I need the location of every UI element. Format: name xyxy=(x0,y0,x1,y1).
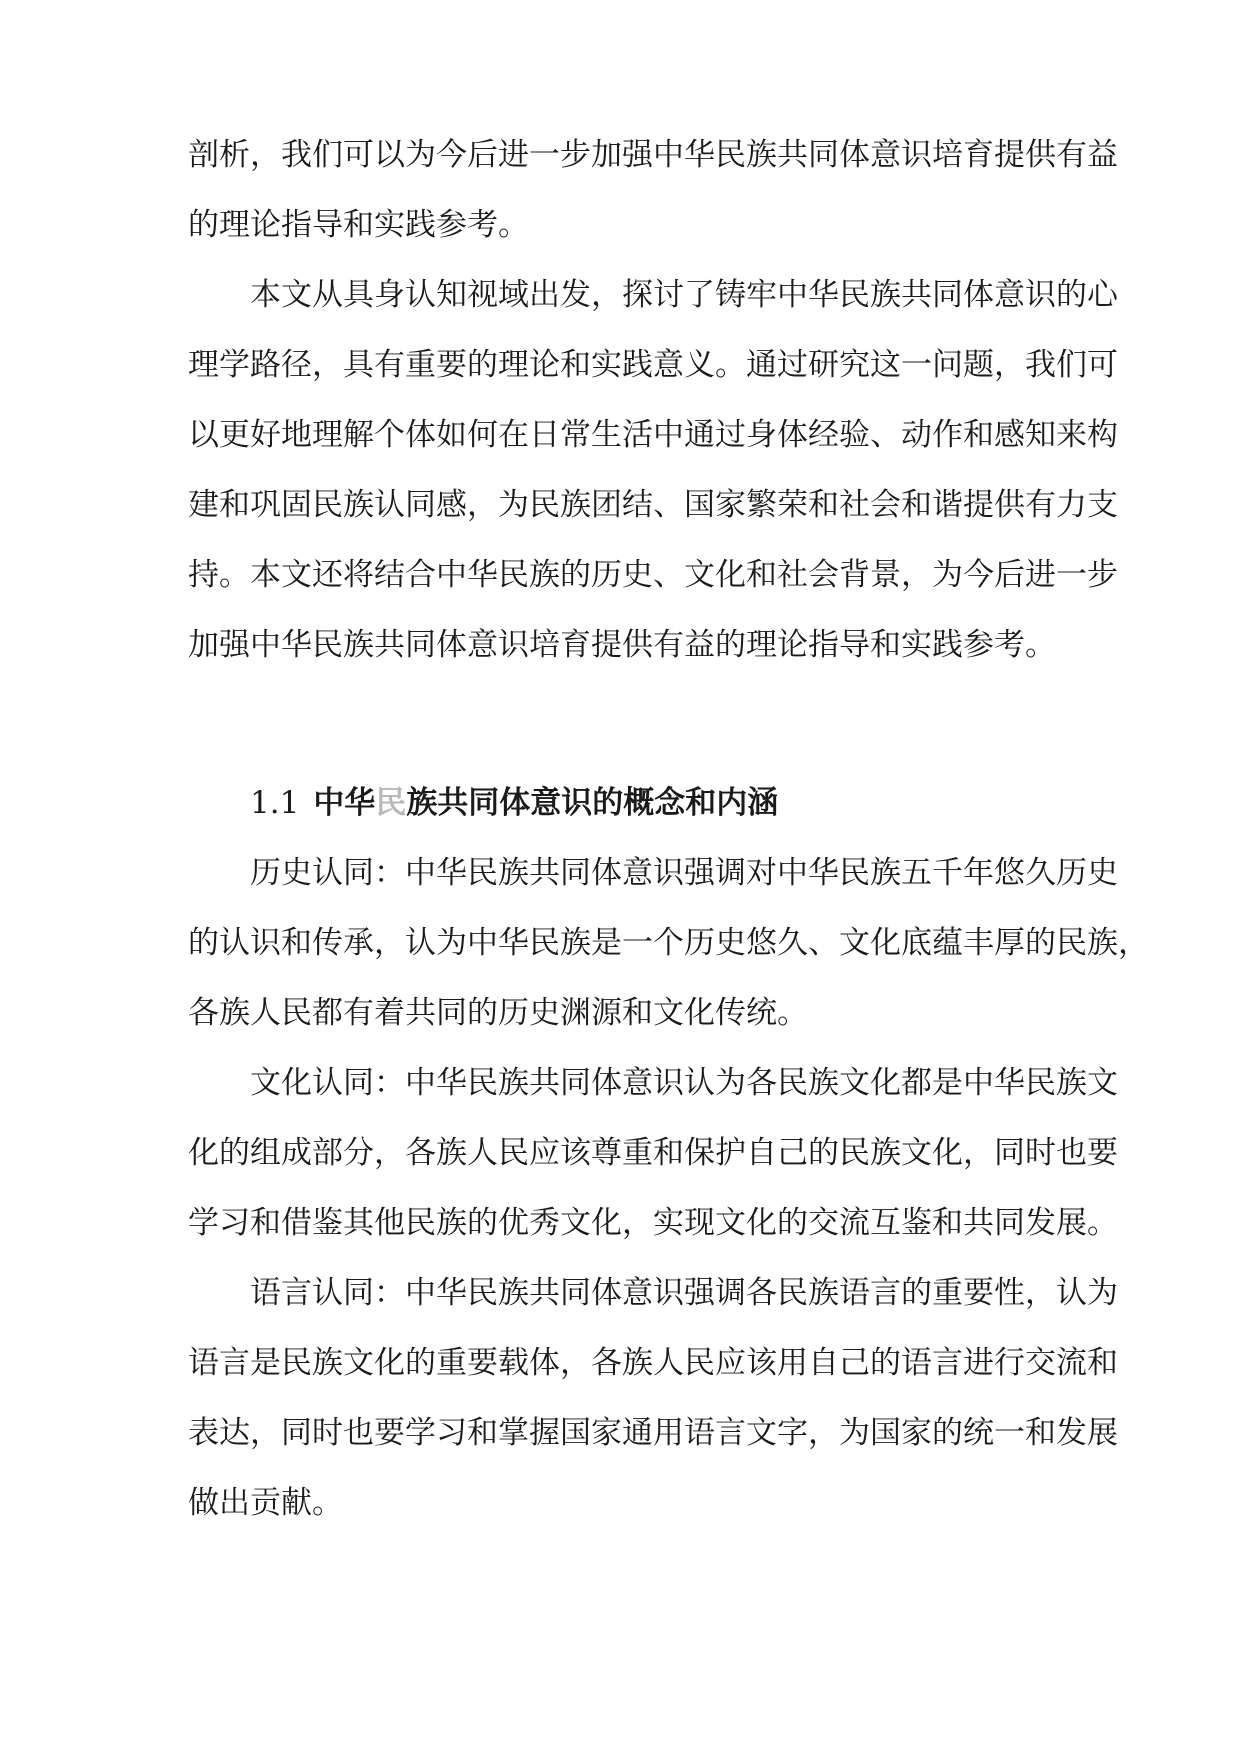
paragraph-line: 的认识和传承，认为中华民族是一个历史悠久、文化底蕴丰厚的民族， xyxy=(188,925,1149,961)
paragraph-line: 剖析，我们可以为今后进一步加强中华民族共同体意识培育提供有益 xyxy=(188,137,1118,173)
paragraph-line: 持。本文还将结合中华民族的历史、文化和社会背景，为今后进一步 xyxy=(188,557,1118,593)
paragraph-line: 化的组成部分，各族人民应该尊重和保护自己的民族文化，同时也要 xyxy=(188,1135,1118,1171)
paragraph-line: 文化认同：中华民族共同体意识认为各民族文化都是中华民族文 xyxy=(250,1065,1118,1101)
paragraph-line: 语言认同：中华民族共同体意识强调各民族语言的重要性，认为 xyxy=(250,1275,1118,1311)
section-heading xyxy=(250,779,778,827)
paragraph-line: 做出贡献。 xyxy=(188,1485,343,1521)
paragraph-line: 语言是民族文化的重要载体，各族人民应该用自己的语言进行交流和 xyxy=(188,1345,1118,1381)
paragraph-line: 以更好地理解个体如何在日常生活中通过身体经验、动作和感知来构 xyxy=(188,417,1118,453)
paragraph-line: 历史认同：中华民族共同体意识强调对中华民族五千年悠久历史 xyxy=(250,855,1118,891)
paragraph-line: 各族人民都有着共同的历史渊源和文化传统。 xyxy=(188,995,808,1031)
paragraph-line: 理学路径，具有重要的理论和实践意义。通过研究这一问题，我们可 xyxy=(188,347,1118,383)
paragraph-line: 学习和借鉴其他民族的优秀文化，实现文化的交流互鉴和共同发展。 xyxy=(188,1205,1118,1241)
section-title-ghost-char: 民 xyxy=(375,785,407,821)
paragraph-line: 加强中华民族共同体意识培育提供有益的理论指导和实践参考。 xyxy=(188,627,1056,663)
section-title-part: 中华 xyxy=(313,785,376,821)
paragraph-line: 的理论指导和实践参考。 xyxy=(188,207,529,243)
paragraph-line: 本文从具身认知视域出发，探讨了铸牢中华民族共同体意识的心 xyxy=(250,277,1118,313)
section-title-part: 族共同体意识的概念和内涵 xyxy=(406,785,779,821)
paragraph-line: 建和巩固民族认同感，为民族团结、国家繁荣和社会和谐提供有力支 xyxy=(188,487,1118,523)
paragraph-line: 表达，同时也要学习和掌握国家通用语言文字，为国家的统一和发展 xyxy=(188,1415,1118,1451)
section-number: 1.1 xyxy=(250,785,300,821)
